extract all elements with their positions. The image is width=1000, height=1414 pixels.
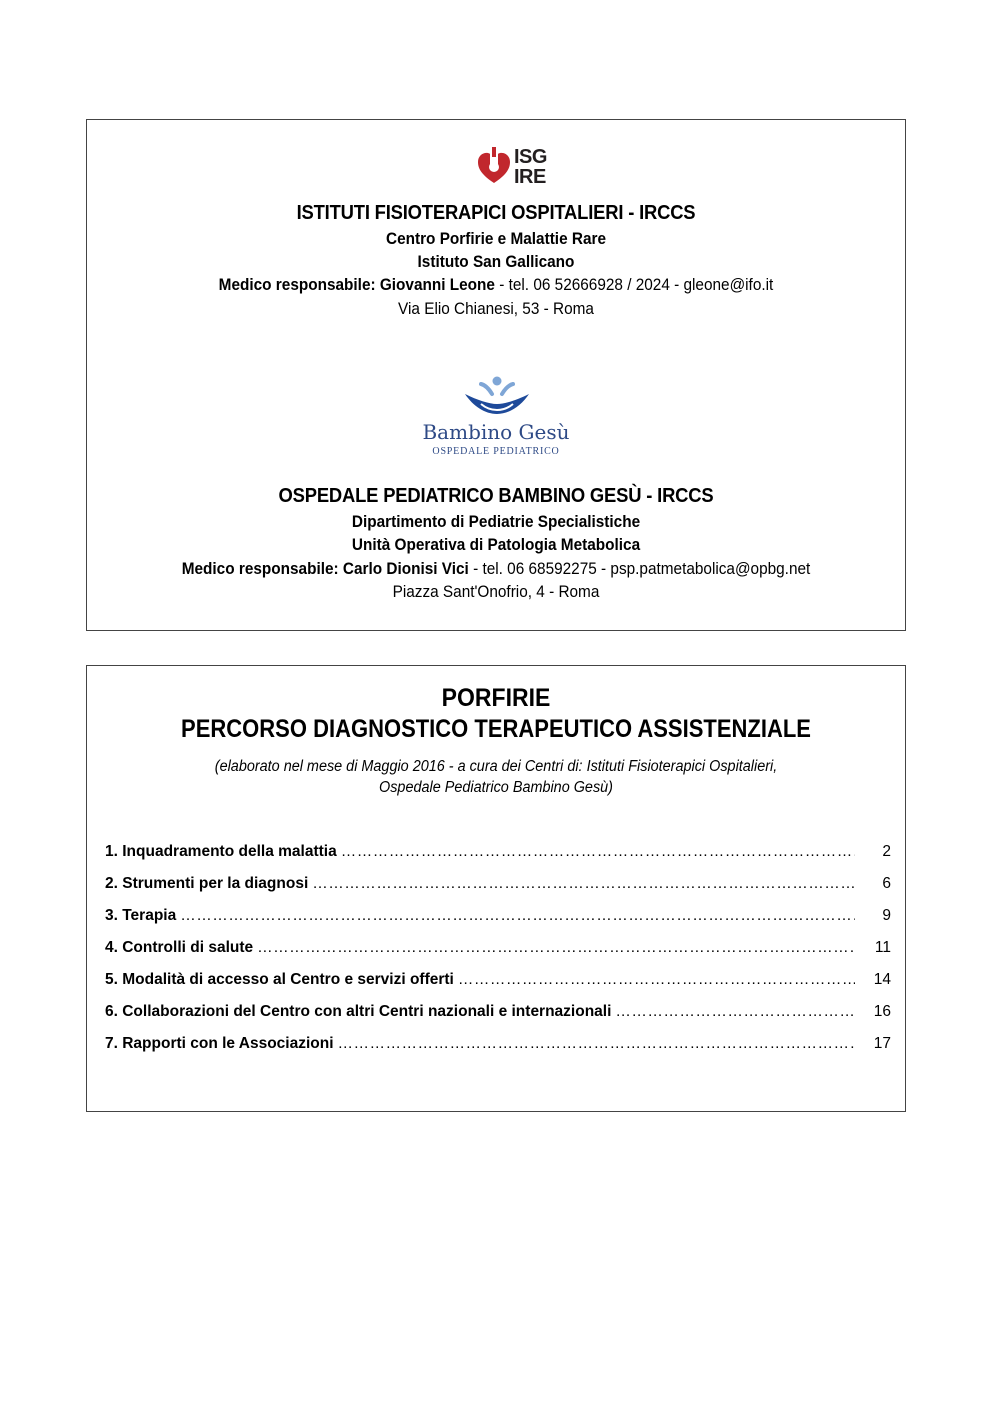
heart-logo-icon [476,147,512,187]
toc-item[interactable] [105,964,891,996]
ifo-center: Centro Porfirie e Malattie Rare [385,230,607,248]
isg-ire-logo [476,147,566,189]
opbg-unit: Unità Operativa di Patologia Metabolica [351,536,641,554]
toc-item-page: 14 [873,971,891,988]
bambino-gesu-logo-name: Bambino Gesù [422,420,570,444]
isg-ire-logo-text [514,147,547,187]
ifo-doctor-label: Medico responsabile: Giovanni Leone [218,276,495,294]
toc-item[interactable] [105,836,891,868]
toc-item-page: 9 [882,907,891,924]
document-note-line2: Ospedale Pediatrico Bambino Gesù) [379,779,613,796]
ifo-institute: Istituto San Gallicano [417,253,575,271]
ifo-address: Via Elio Chianesi, 53 - Roma [398,300,594,318]
toc-item-leader [312,875,855,893]
opbg-department: Dipartimento di Pediatrie Specialistiche [351,513,641,531]
toc-item[interactable] [105,868,891,900]
bambino-gesu-logo-sub: OSPEDALE PEDIATRICO [432,446,560,457]
bambino-gesu-emblem-icon [437,376,557,420]
toc-item[interactable] [105,900,891,932]
opbg-doctor-line [116,558,877,581]
document-title: PORFIRIE [441,684,551,712]
toc-item-label: 7. Rapporti con le Associazioni [105,1035,334,1052]
opbg-address: Piazza Sant'Onofrio, 4 - Roma [392,583,600,601]
institutions-box [86,119,906,631]
opbg-name: OSPEDALE PEDIATRICO BAMBINO GESÙ - IRCCS [278,485,714,507]
toc-item-leader [338,1035,855,1053]
logo-line-isg: ISG [514,146,547,168]
toc-item-leader [257,939,855,957]
toc-item-label: 1. Inquadramento della malattia [105,843,337,860]
toc-item-page: 2 [882,843,891,860]
toc-item-leader [180,907,855,925]
table-of-contents [105,836,891,1060]
toc-item-label: 3. Terapia [105,907,177,924]
toc-item-label: 5. Modalità di accesso al Centro e servizi offerti [105,971,454,988]
toc-item-leader [615,1003,855,1021]
logo-line-ire: IRE [514,166,546,188]
toc-item[interactable] [105,932,891,964]
toc-item-leader [341,843,855,861]
document-box [86,665,906,1112]
toc-item[interactable] [105,1028,891,1060]
opbg-doctor-label: Medico responsabile: Carlo Dionisi Vici [181,560,469,578]
ifo-doctor-line [116,274,877,297]
document-note-line1: (elaborato nel mese di Maggio 2016 - a cura dei Centri di: Istituti Fisioterapici Ospitalieri, [214,758,778,775]
toc-item-label: 2. Strumenti per la diagnosi [105,875,309,892]
toc-item[interactable] [105,996,891,1028]
document-subtitle: PERCORSO DIAGNOSTICO TERAPEUTICO ASSISTENZIALE [181,715,811,743]
toc-item-label: 6. Collaborazioni del Centro con altri Centri nazionali e internazionali [105,1003,612,1020]
ifo-contact: - tel. 06 52666928 / 2024 - gleone@ifo.it [494,276,774,294]
ifo-name: ISTITUTI FISIOTERAPICI OSPITALIERI - IRCCS [296,202,696,224]
toc-item-leader [458,971,855,989]
toc-item-page: 11 [874,939,891,956]
opbg-contact: - tel. 06 68592275 - psp.patmetabolica@opbg.net [468,560,811,578]
toc-item-label: 4. Controlli di salute [105,939,254,956]
toc-item-page: 16 [873,1003,891,1020]
toc-item-page: 6 [882,875,891,892]
toc-item-page: 17 [873,1035,891,1052]
